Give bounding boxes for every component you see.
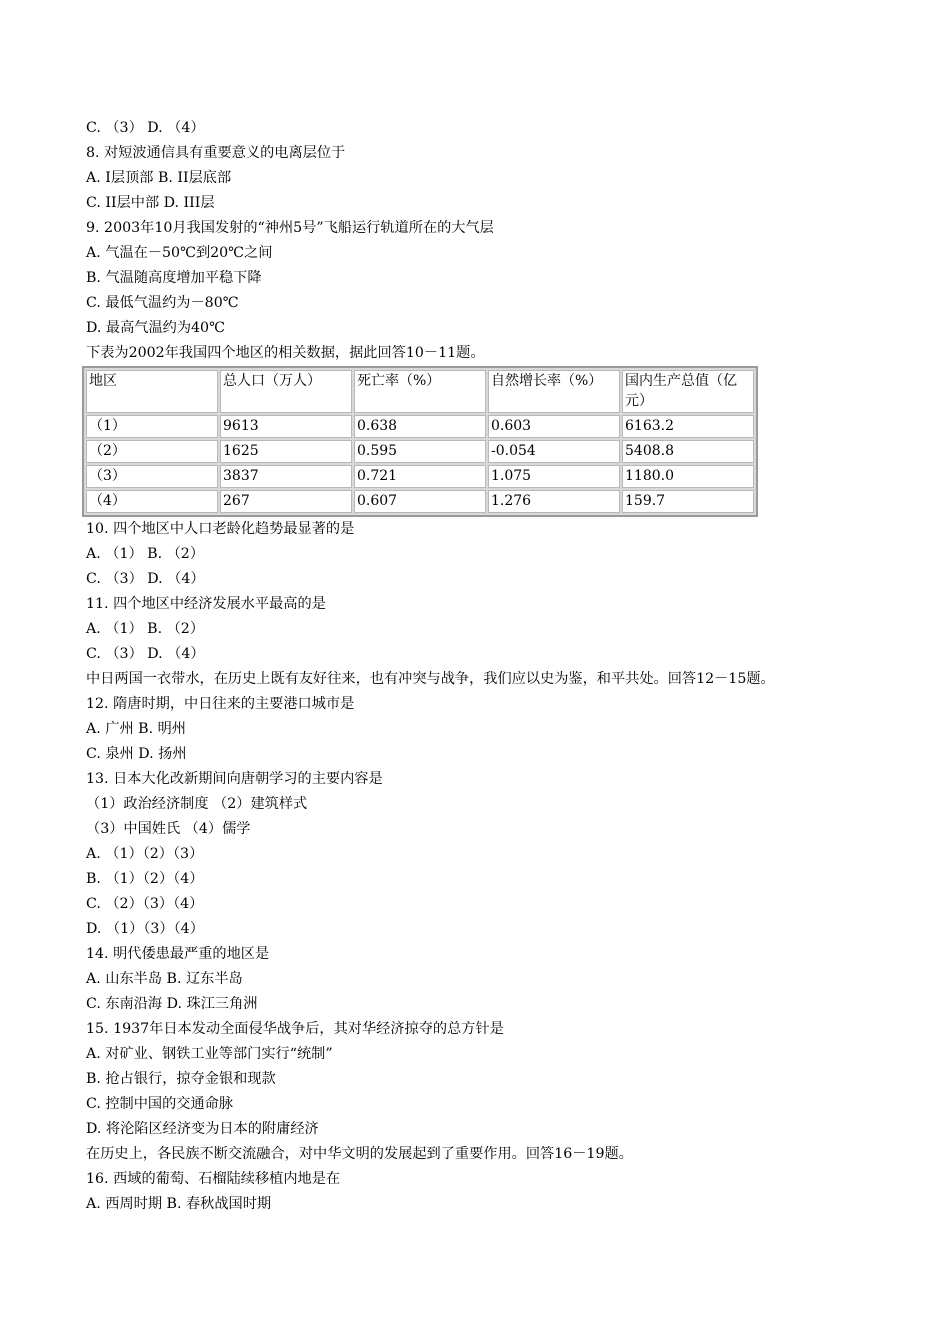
passage-intro: 在历史上，各民族不断交流融合，对中华文明的发展起到了重要作用。回答16－19题。 bbox=[86, 1146, 633, 1162]
table-cell: 9613 bbox=[220, 415, 352, 438]
table-cell: -0.054 bbox=[488, 440, 620, 463]
table-header-row bbox=[86, 370, 754, 413]
table-cell: 1180.0 bbox=[622, 465, 754, 488]
table-cell: 159.7 bbox=[622, 490, 754, 513]
text-line: （1）政治经济制度 （2）建筑样式 bbox=[86, 796, 308, 812]
text-line: D. 最高气温约为40℃ bbox=[86, 320, 225, 336]
table-cell: 3837 bbox=[220, 465, 352, 488]
text-line: C. II层中部 D. III层 bbox=[86, 195, 215, 211]
question-8: 8. 对短波通信具有重要意义的电离层位于 bbox=[86, 145, 346, 161]
text-block-before-table bbox=[86, 116, 876, 366]
table-cell: （2） bbox=[86, 440, 218, 463]
table-cell: 1.276 bbox=[488, 490, 620, 513]
text-line: （3）中国姓氏 （4）儒学 bbox=[86, 821, 251, 837]
text-line: C. 东南沿海 D. 珠江三角洲 bbox=[86, 996, 258, 1012]
table-cell: （3） bbox=[86, 465, 218, 488]
text-line: B. 气温随高度增加平稳下降 bbox=[86, 270, 262, 286]
text-line: A. 气温在－50℃到20℃之间 bbox=[86, 245, 273, 261]
table-cell: （1） bbox=[86, 415, 218, 438]
text-line: C. 控制中国的交通命脉 bbox=[86, 1096, 234, 1112]
question-13: 13. 日本大化改新期间向唐朝学习的主要内容是 bbox=[86, 771, 383, 787]
text-line: B. 抢占银行，掠夺金银和现款 bbox=[86, 1071, 276, 1087]
table-header-cell: 死亡率（%） bbox=[354, 370, 486, 413]
table-header-cell: 地区 bbox=[86, 370, 218, 413]
question-9: 9. 2003年10月我国发射的“神州5号”飞船运行轨道所在的大气层 bbox=[86, 220, 494, 236]
table-cell: 0.607 bbox=[354, 490, 486, 513]
text-block-after-table bbox=[86, 517, 876, 1217]
question-12: 12. 隋唐时期，中日往来的主要港口城市是 bbox=[86, 696, 355, 712]
table-cell: 6163.2 bbox=[622, 415, 754, 438]
table-row bbox=[86, 415, 754, 438]
table-cell: 0.638 bbox=[354, 415, 486, 438]
text-line: A. （1） B. （2） bbox=[86, 546, 205, 562]
table-cell: 267 bbox=[220, 490, 352, 513]
question-11: 11. 四个地区中经济发展水平最高的是 bbox=[86, 596, 326, 612]
text-line: B. （1）（2）（4） bbox=[86, 871, 204, 887]
text-line: A. 山东半岛 B. 辽东半岛 bbox=[86, 971, 243, 987]
data-table bbox=[82, 366, 758, 517]
table-header-cell: 国内生产总值（亿元） bbox=[622, 370, 754, 413]
table-row bbox=[86, 440, 754, 463]
table-row bbox=[86, 465, 754, 488]
passage-intro: 中日两国一衣带水，在历史上既有友好往来，也有冲突与战争，我们应以史为鉴，和平共处。回答12－15题。 bbox=[86, 671, 775, 687]
question-16: 16. 西域的葡萄、石榴陆续移植内地是在 bbox=[86, 1171, 341, 1187]
text-line: A. I层顶部 B. II层底部 bbox=[86, 170, 232, 186]
document-page bbox=[86, 116, 876, 1217]
table-header-cell: 自然增长率（%） bbox=[488, 370, 620, 413]
text-line: C. 最低气温约为－80℃ bbox=[86, 295, 239, 311]
question-10: 10. 四个地区中人口老龄化趋势最显著的是 bbox=[86, 521, 355, 537]
text-line: C. （3） D. （4） bbox=[86, 571, 205, 587]
table-cell: 5408.8 bbox=[622, 440, 754, 463]
table-cell: （4） bbox=[86, 490, 218, 513]
text-line: C. 泉州 D. 扬州 bbox=[86, 746, 187, 762]
table-row bbox=[86, 490, 754, 513]
table-cell: 1625 bbox=[220, 440, 352, 463]
text-line: D. 将沦陷区经济变为日本的附庸经济 bbox=[86, 1121, 319, 1137]
table-header-cell: 总人口（万人） bbox=[220, 370, 352, 413]
question-14: 14. 明代倭患最严重的地区是 bbox=[86, 946, 270, 962]
table-cell: 1.075 bbox=[488, 465, 620, 488]
text-line: A. 对矿业、钢铁工业等部门实行“统制” bbox=[86, 1046, 333, 1062]
text-line: C. （2）（3）（4） bbox=[86, 896, 204, 912]
text-line: A. 西周时期 B. 春秋战国时期 bbox=[86, 1196, 272, 1212]
table-intro: 下表为2002年我国四个地区的相关数据，据此回答10－11题。 bbox=[86, 345, 485, 361]
table-cell: 0.603 bbox=[488, 415, 620, 438]
question-15: 15. 1937年日本发动全面侵华战争后，其对华经济掠夺的总方针是 bbox=[86, 1021, 504, 1037]
text-line: A. 广州 B. 明州 bbox=[86, 721, 186, 737]
table-cell: 0.721 bbox=[354, 465, 486, 488]
text-line: C. （3） D. （4） bbox=[86, 646, 205, 662]
table-cell: 0.595 bbox=[354, 440, 486, 463]
text-line: A. （1） B. （2） bbox=[86, 621, 205, 637]
text-line: A. （1）（2）（3） bbox=[86, 846, 204, 862]
text-line: C. （3） D. （4） bbox=[86, 120, 205, 136]
text-line: D. （1）（3）（4） bbox=[86, 921, 204, 937]
